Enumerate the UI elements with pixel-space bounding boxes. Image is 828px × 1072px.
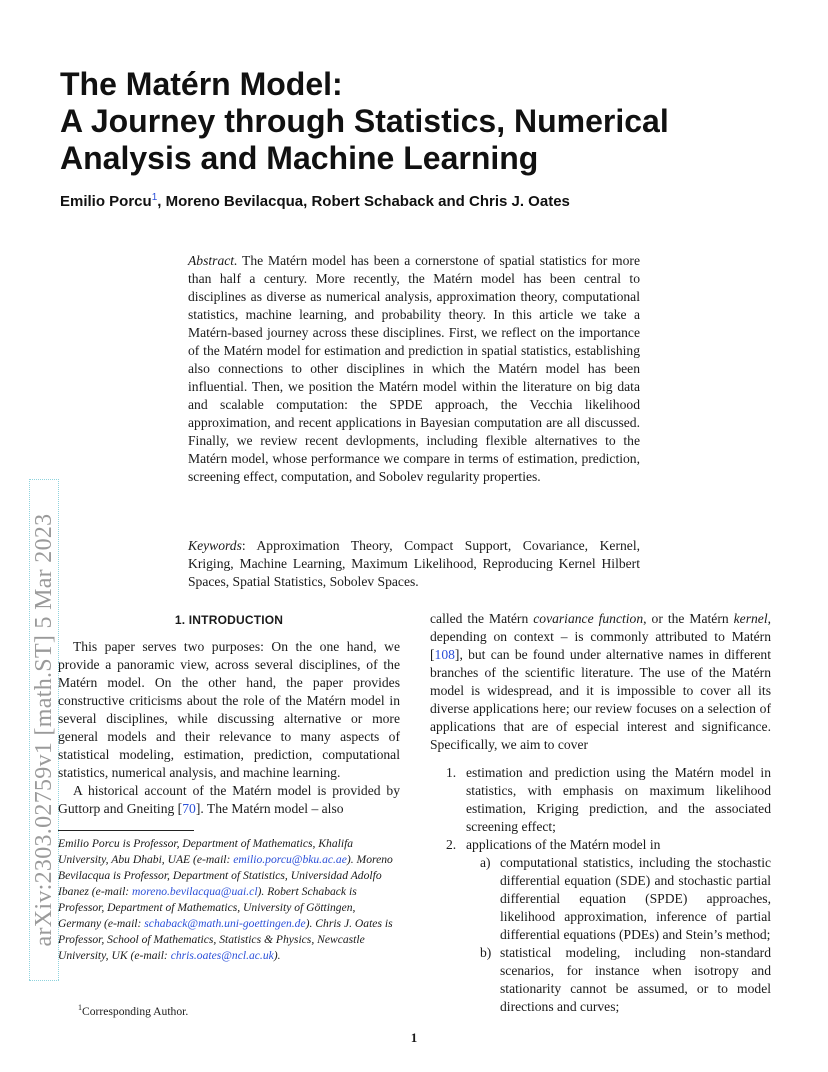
term-covariance-function: covariance function xyxy=(533,611,644,626)
sub-list-item-text: computational statistics, including the stochastic differential equation (SDE) and stochastic partial differential equation (SPDE) approaches, likelihood approximation, inference of partial differential equations (PDEs) and Stein’s method; xyxy=(500,855,771,942)
email-link-schaback[interactable]: schaback@math.uni-goettingen.de xyxy=(144,917,306,930)
intro-paragraph-1: This paper serves two purposes: On the one hand, we provide a panoramic view, across several disciplines, of the Matérn model. On the other hand, the paper provides constructive criticisms about the role of the Matérn model in several disciplines, while discussing alternative or more general models and their relevance to many aspects of statistical modeling, estimation, prediction, computational statistics, numerical analysis, and machine learning. xyxy=(58,639,400,780)
list-marker: 1. xyxy=(446,765,457,780)
sub-list-marker: a) xyxy=(480,855,491,870)
right-p1-text-d: ], but can be found under alternative names in different branches of the scientific literature. The use of the Matérn model is widespread, and it is impossible to cover all its diverse applications here; our review focuses on a selection of applications that are of especial interest and significance. Specifically, we aim to cover xyxy=(430,647,771,752)
corresponding-author-footnote xyxy=(78,1000,398,1020)
footnote-divider xyxy=(58,830,194,831)
footnote-text-3: ). Robert Schaback is Professor, Department of Mathematics, University of Göttingen, Germany (e-mail: xyxy=(58,885,357,930)
citation-link-108[interactable]: 108 xyxy=(434,647,455,662)
author-rest: , Moreno Bevilacqua, Robert Schaback and Chris J. Oates xyxy=(157,193,570,210)
aims-list xyxy=(430,764,771,1016)
citation-link-70[interactable]: 70 xyxy=(182,801,196,816)
right-column xyxy=(430,610,771,1016)
title-line-3: Analysis and Machine Learning xyxy=(60,140,539,176)
sub-list-item-text: statistical modeling, including non-standard scenarios, for instance when isotropy and stationarity cannot be assumed, or to model directions and curves; xyxy=(500,945,771,1014)
intro-paragraph-2 xyxy=(58,782,400,818)
sub-list-marker: b) xyxy=(480,945,492,960)
footnote-text-5: ). xyxy=(273,949,281,962)
right-p1-text-a: called the Matérn xyxy=(430,611,534,626)
list-item xyxy=(430,836,771,1016)
abstract-lead: Abstract. xyxy=(188,253,238,268)
footnote-text-1: Emilio Porcu is Professor, Department of Mathematics, Khalifa University, Abu Dhabi, UAE (e-mail: xyxy=(58,837,354,866)
title-line-2: A Journey through Statistics, Numerical xyxy=(60,103,669,139)
keywords xyxy=(188,537,640,591)
list-item xyxy=(430,764,771,836)
keywords-text: : Approximation Theory, Compact Support, Covariance, Kernel, Kriging, Machine Learning, Maximum Likelihood, Reproducing Kernel Hilbert Spaces, Spatial Statistics, Sobolev Spaces. xyxy=(188,538,640,589)
sub-list-item xyxy=(466,854,771,944)
footnote-mark: 1 xyxy=(78,1003,82,1012)
author-affiliations-footnote xyxy=(58,836,398,964)
arxiv-stamp-text[interactable]: arXiv:2303.02759v1 [math.ST] 5 Mar 2023 xyxy=(30,480,58,980)
author-first: Emilio Porcu xyxy=(60,193,152,210)
author-list xyxy=(60,188,780,212)
footnote-corresponding-text: Corresponding Author. xyxy=(82,1004,189,1018)
right-p1-text-c: , depending on context – is commonly attributed to Matérn [ xyxy=(430,611,771,662)
intro-p2-text-a: A historical account of the Matérn model is provided by Guttorp and Gneiting [ xyxy=(58,783,400,816)
list-item-text: estimation and prediction using the Matérn model in statistics, with emphasis on maximum likelihood estimation, Kriging prediction, and the associated screening effect; xyxy=(466,765,771,834)
email-link-bevilacqua[interactable]: moreno.bevilacqua@uai.cl xyxy=(132,885,258,898)
footnote-text-2: ). Moreno Bevilacqua is Professor, Department of Statistics, Universidad Adolfo Ibanez (e-mail: xyxy=(58,853,393,898)
email-link-oates[interactable]: chris.oates@ncl.ac.uk xyxy=(170,949,274,962)
page-number: 1 xyxy=(410,1030,418,1045)
right-p1-text-b: , or the Matérn xyxy=(643,611,734,626)
paper-title xyxy=(60,66,780,177)
abstract-text: The Matérn model has been a cornerstone of spatial statistics for more than half a century. More recently, the Matérn model has been central to disciplines as diverse as numerical analysis, approximation theory, computational statistics, machine learning, and probability theory. In this article we take a Matérn-based journey across these disciplines. First, we reflect on the importance of the Matérn model for estimation and prediction in spatial statistics, establishing also connections to other disciplines in which the Matérn model has been influential. Then, we position the Matérn model within the literature on big data and scalable computation: the SPDE approach, the Vecchia likelihood approximation, and recent applications in Bayesian computation are all discussed. Finally, we review recent devlopments, including flexible alternatives to the Matérn model, whose performance we compare in terms of estimation, prediction, screening effect, computation, and Sobolev regularity properties. xyxy=(188,253,640,484)
term-kernel: kernel xyxy=(733,611,768,626)
sub-list-item xyxy=(466,944,771,1016)
left-column xyxy=(58,612,400,818)
section-heading-introduction: 1. INTRODUCTION xyxy=(174,613,284,627)
arxiv-stamp xyxy=(31,513,57,947)
footnote-text-4: ). Chris J. Oates is Professor, School of Mathematics, Statistics & Physics, Newcastle University, UK (e-mail: xyxy=(58,917,393,962)
title-line-1: The Matérn Model: xyxy=(60,66,343,102)
list-item-text: applications of the Matérn model in xyxy=(466,837,661,852)
keywords-lead: Keywords xyxy=(188,538,242,553)
email-link-porcu[interactable]: emilio.porcu@bku.ac.ae xyxy=(233,853,347,866)
intro-p2-text-b: ]. The Matérn model – also xyxy=(195,801,344,816)
list-marker: 2. xyxy=(446,837,457,852)
abstract xyxy=(188,252,640,486)
sub-list xyxy=(466,854,771,1016)
right-paragraph-1 xyxy=(430,610,771,754)
corresponding-author-mark[interactable]: 1 xyxy=(151,192,158,203)
